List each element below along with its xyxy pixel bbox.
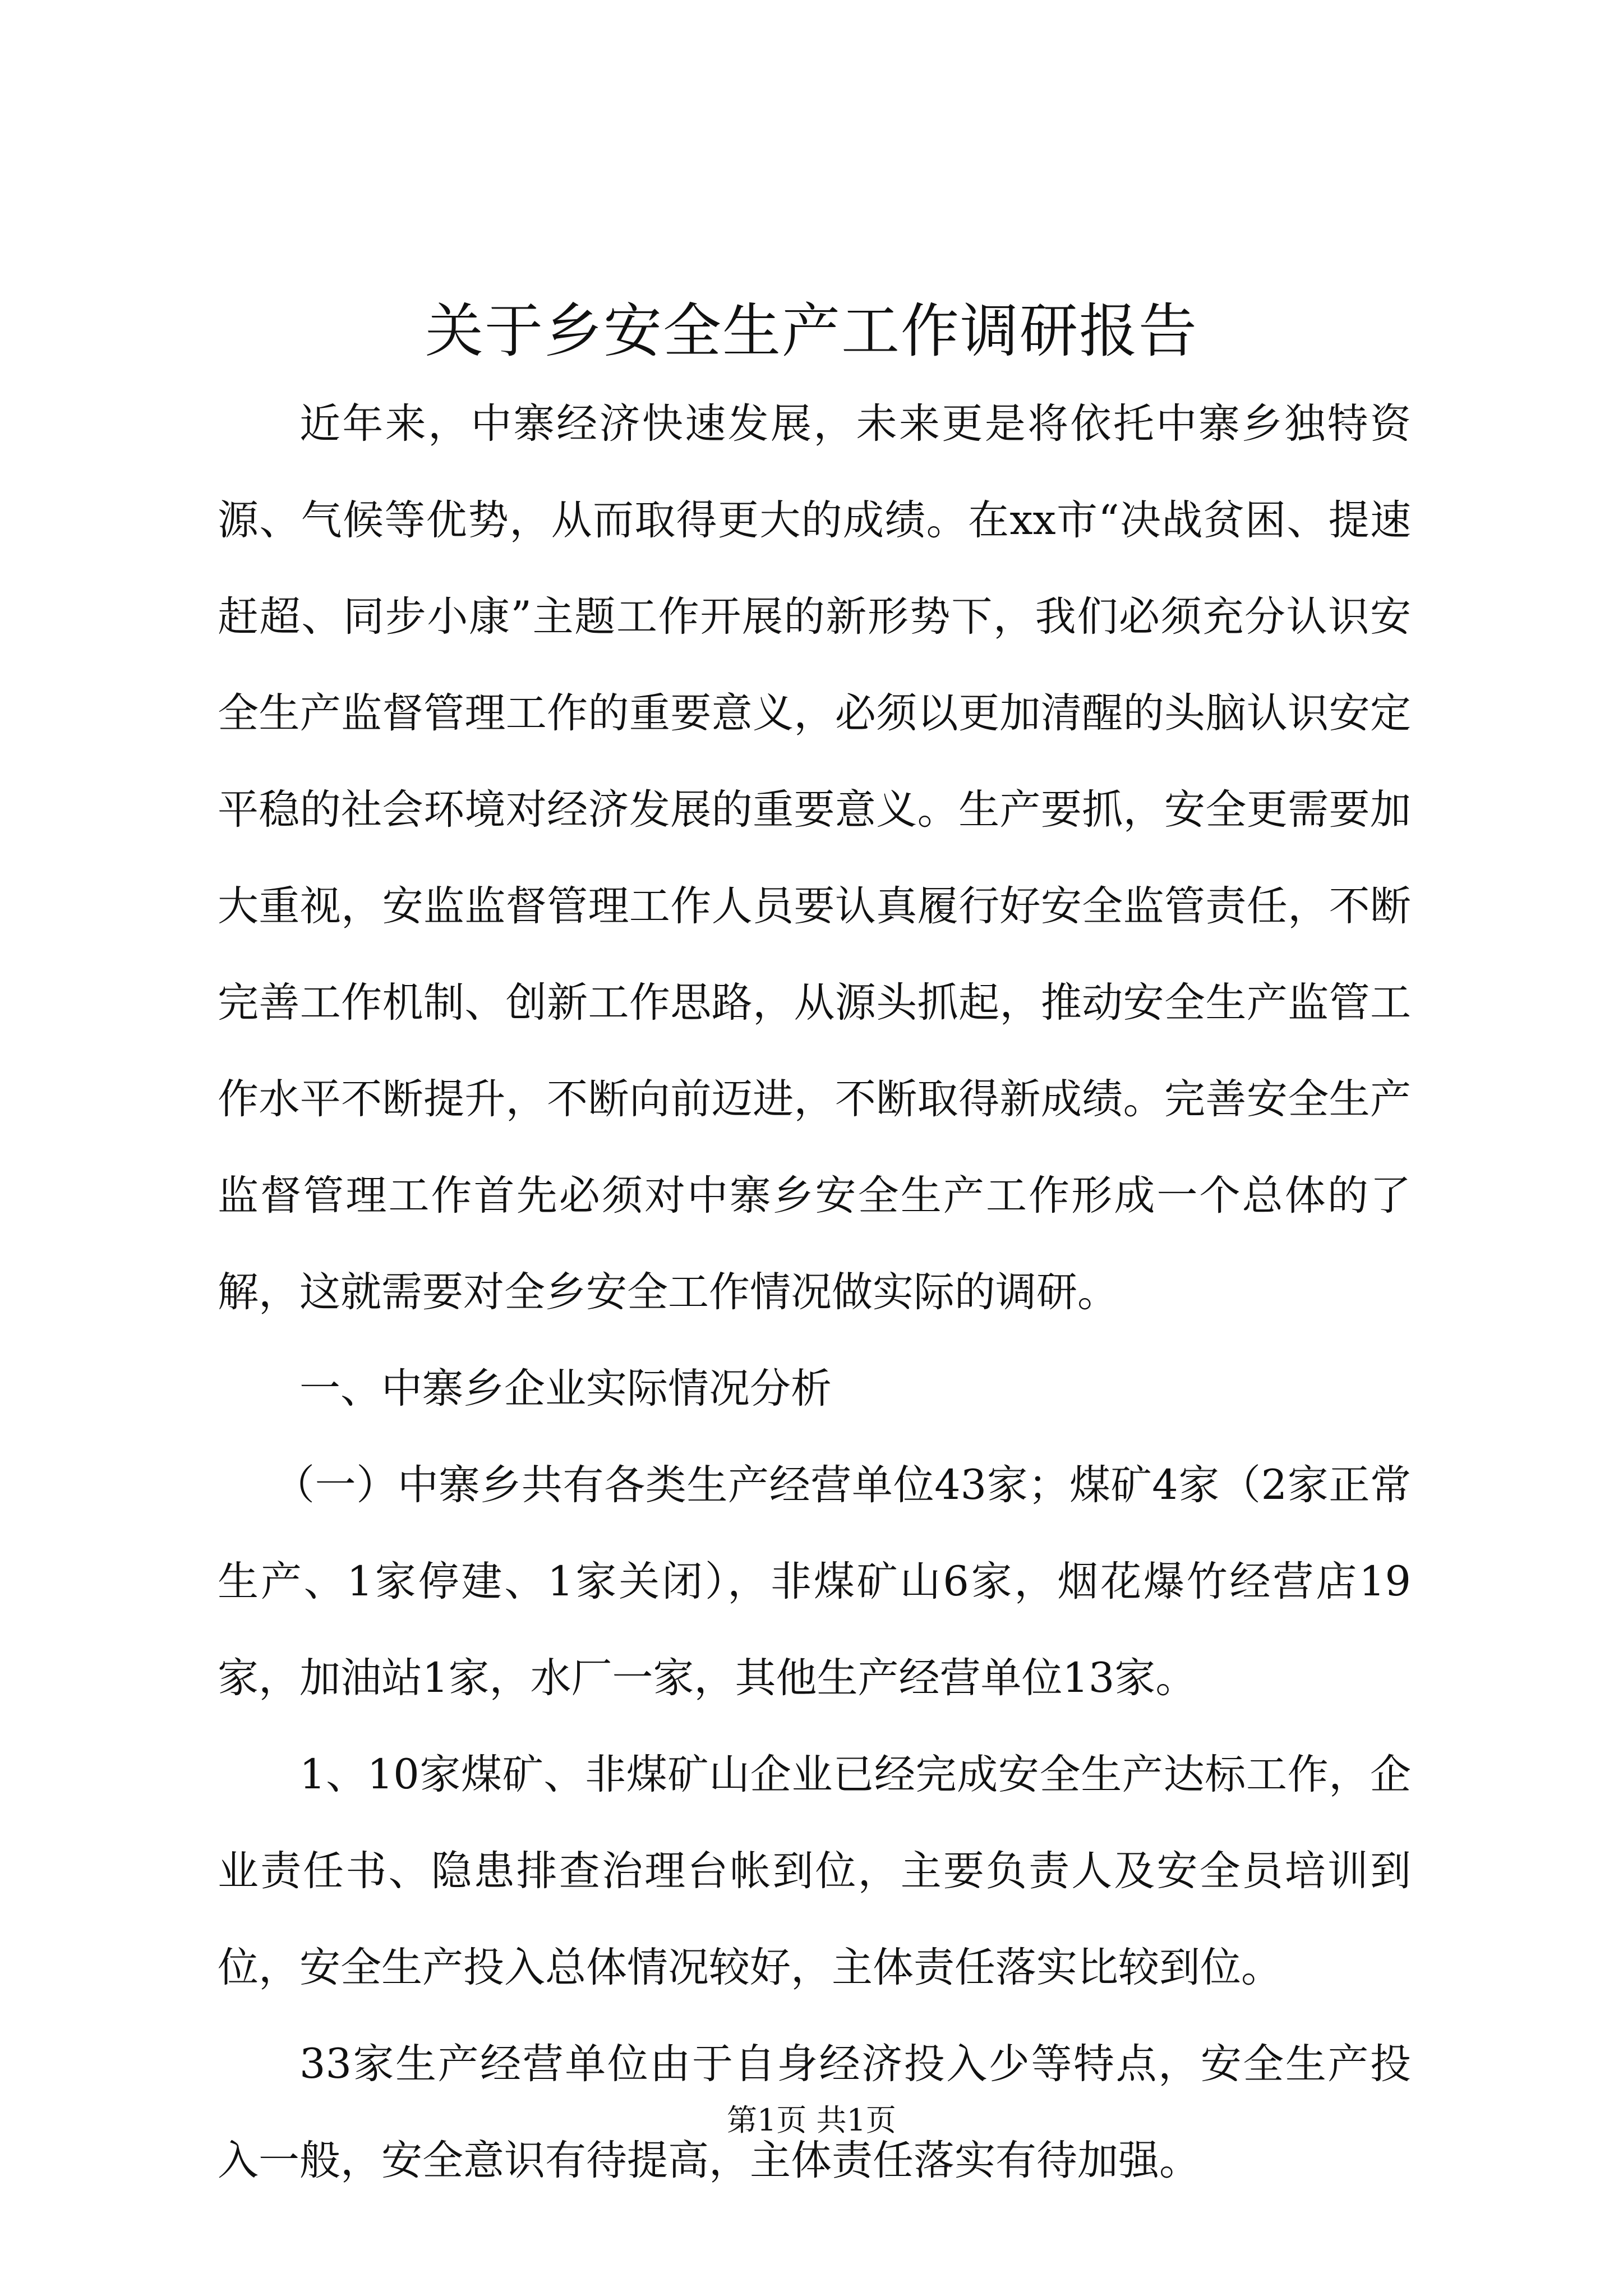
intro-paragraph: 近年来，中寨经济快速发展，未来更是将依托中寨乡独特资源、气候等优势，从而取得更大的成绩。在xx市“决战贫困、提速赶超、同步小康”主题工作开展的新形势下，我们必须充分认识安全生产监督管理工作的重要意义，必须以更加清醒的头脑认识安定平稳的社会环境对经济发展的重要意义。生产要抓，安全更需要加大重视，安监监督管理工作人员要认真履行好安全监管责任，不断完善工作机制、创新工作思路，从源头抓起，推动安全生产监管工作水平不断提升，不断向前迈进，不断取得新成绩。完善安全生产监督管理工作首先必须对中寨乡安全生产工作形成一个总体的了解，这就需要对全乡安全工作情况做实际的调研。 <box>218 400 1411 1316</box>
section-heading: 一、中寨乡企业实际情况分析 <box>299 1365 832 1412</box>
page-footer: 第1页 共1页 <box>727 2102 896 2138</box>
item-paragraph: 1、10家煤矿、非煤矿山企业已经完成安全生产达标工作，企业责任书、隐患排查治理台帐到位，主要负责人及安全员培训到位，安全生产投入总体情况较好，主体责任落实比较到位。 <box>218 1751 1411 1991</box>
subsection-paragraph: （一）中寨乡共有各类生产经营单位43家；煤矿4家（2家正常生产、1家停建、1家关闭），非煤矿山6家，烟花爆竹经营店19家，加油站1家，水厂一家，其他生产经营单位13家。 <box>218 1461 1411 1702</box>
document-body <box>218 376 1411 2209</box>
document-title: 关于乡安全生产工作调研报告 <box>425 297 1198 365</box>
closing-paragraph: 33家生产经营单位由于自身经济投入少等特点，安全生产投入一般，安全意识有待提高，主体责任落实有待加强。 <box>218 2040 1411 2184</box>
